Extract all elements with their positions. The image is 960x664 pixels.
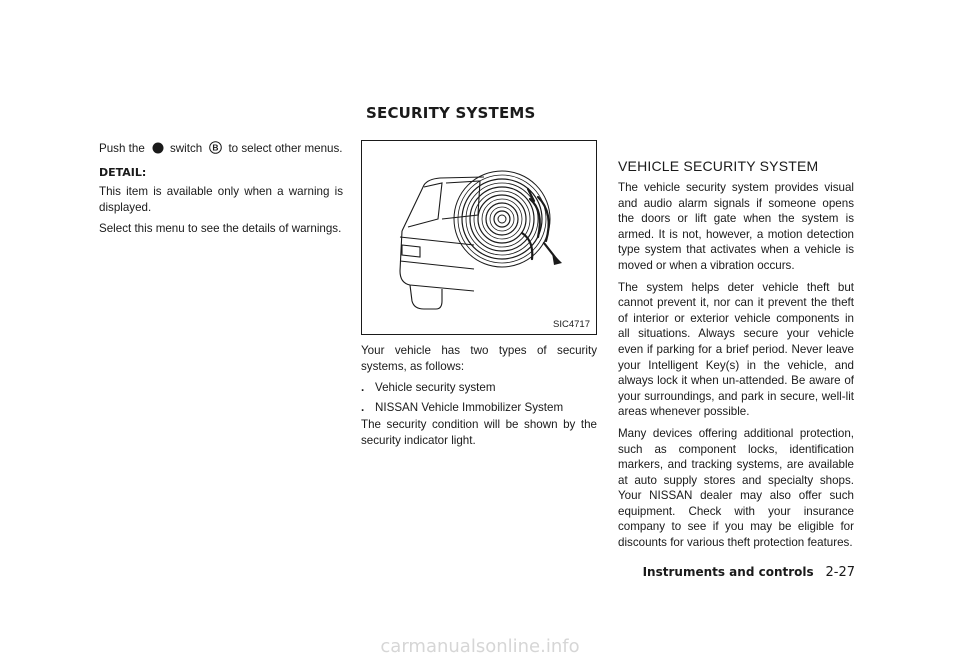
svg-text:B: B [212,142,220,153]
detail-label: DETAIL: [99,165,147,179]
paragraph-1: The vehicle security system provides visual and audio alarm signals if someone opens the doors or lift gate when the system is armed. It is not, however, a motion detection type system that activates when a vehicle is moved or when a vibration occurs. [618,181,854,272]
page-number: 2-27 [825,565,855,580]
bullet-mark: . [361,381,365,395]
push-instruction [99,141,343,159]
list-item [361,400,597,416]
bullet-mark: . [361,400,365,414]
left-column [99,141,343,243]
circled-b-icon [209,141,222,159]
figure-code: SIC4717 [553,319,590,330]
closing-paragraph: The security condition will be shown by the security indicator light. [361,418,597,447]
subheading: VEHICLE SECURITY SYSTEM [618,158,819,174]
list-item [361,380,597,396]
detail-paragraph-1: This item is available only when a warning is displayed. [99,185,343,214]
footer-section: Instruments and controls [642,565,814,579]
page-footer [643,565,855,580]
push-text-start: Push the [99,142,145,155]
switch-text: switch [170,142,203,155]
list-item-text: Vehicle security system [375,381,496,395]
watermark: carmanualsonline.info [380,636,580,657]
detail-paragraph-2: Select this menu to see the details of warnings. [99,222,342,236]
list-item-text: NISSAN Vehicle Immobilizer System [375,400,564,414]
paragraph-3: Many devices offering additional protection, such as component locks, identification markers, and tracking systems, are available at auto supply stores and specialty shops. Your NISSAN dealer may also offer such equipment. Check with your insurance company to see if you may be eligible for discounts for various theft protection features. [618,426,854,550]
right-column [618,158,854,557]
paragraph-2: The system helps deter vehicle theft but cannot prevent it, nor can it prevent the theft of interior or exterior vehicle components in all situations. Always secure your vehicle even if parking for a brief period. Never leave your Intelligent Key(s) in the vehicle, and always lock it when un-attended. Be aware of your surroundings, and park in secure, well-lit areas whenever possible. [618,280,854,419]
middle-column [361,343,597,455]
intro-paragraph: Your vehicle has two types of security systems, as follows: [361,344,597,373]
push-text-end: to select other menus. [228,142,343,155]
filled-circle-icon [152,142,164,159]
figure-box [361,140,597,335]
section-heading: SECURITY SYSTEMS [366,104,536,122]
car-security-illustration [362,141,596,334]
